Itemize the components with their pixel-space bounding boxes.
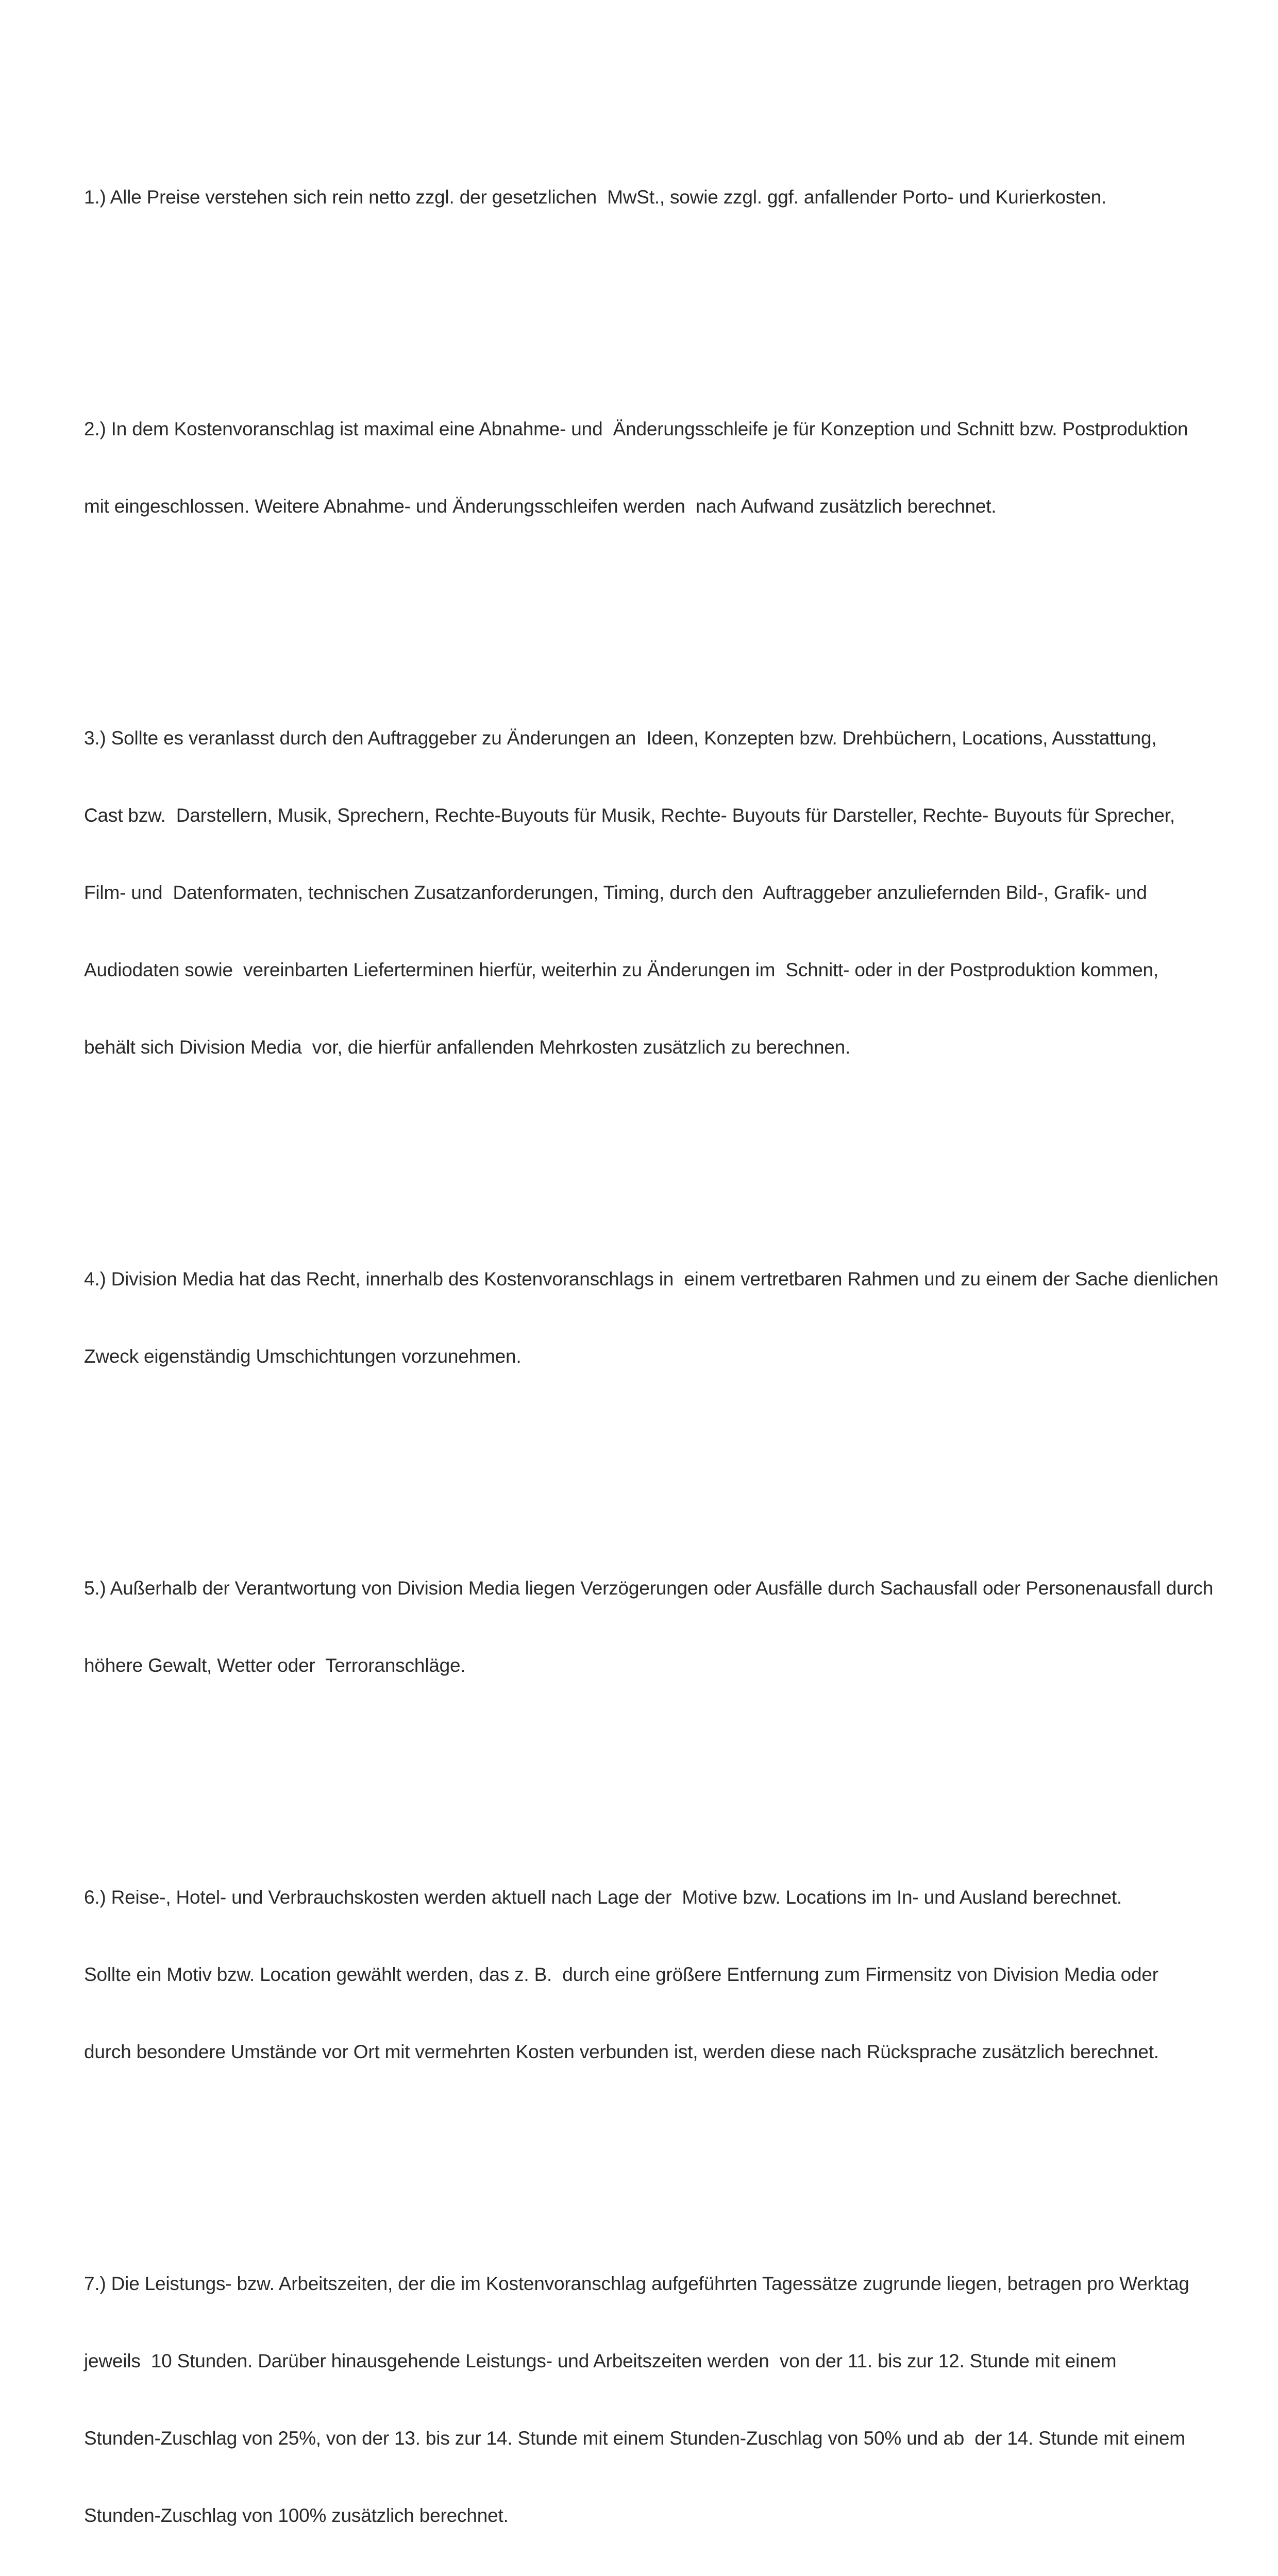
clause-3 — [84, 674, 1269, 1112]
clause-line: 2.) In dem Kostenvoranschlag ist maximal eine Abnahme- und Änderungsschleife je für Konzeption und Schnitt bzw. Postproduktion — [84, 418, 1188, 439]
clause-line: jeweils 10 Stunden. Darüber hinausgehende Leistungs- und Arbeitszeiten werden von der 11. bis zur 12. Stunde mit einem — [84, 2350, 1117, 2371]
clause-line: mit eingeschlossen. Weitere Abnahme- und Änderungsschleifen werden nach Aufwand zusätzlich berechnet. — [84, 496, 997, 517]
clause-line: 1.) Alle Preise verstehen sich rein netto zzgl. der gesetzlichen MwSt., sowie zzgl. ggf. anfallender Porto- und Kurierkosten. — [84, 187, 1107, 208]
clause-2 — [84, 365, 1269, 571]
clause-line: 6.) Reise-, Hotel- und Verbrauchskosten werden aktuell nach Lage der Motive bzw. Locations im In- und Ausland berechnet. — [84, 1887, 1122, 1908]
clause-6 — [84, 1833, 1269, 2116]
clause-line: behält sich Division Media vor, die hierfür anfallenden Mehrkosten zusätzlich zu berechnen. — [84, 1037, 851, 1058]
clause-line: Cast bzw. Darstellern, Musik, Sprechern, Rechte-Buyouts für Musik, Rechte- Buyouts für Darsteller, Rechte- Buyouts für Sprecher, — [84, 805, 1175, 826]
clause-1 — [84, 133, 1269, 262]
terms-list — [84, 56, 1269, 2576]
clause-line: 3.) Sollte es veranlasst durch den Auftraggeber zu Änderungen an Ideen, Konzepten bzw. Drehbüchern, Locations, Ausstattung, — [84, 727, 1157, 749]
clause-7 — [84, 2219, 1269, 2576]
clause-line: höhere Gewalt, Wetter oder Terroranschläge. — [84, 1655, 466, 1676]
clause-line: 5.) Außerhalb der Verantwortung von Division Media liegen Verzögerungen oder Ausfälle durch Sachausfall oder Personenausfall durch — [84, 1578, 1214, 1599]
clause-line: Film- und Datenformaten, technischen Zusatzanforderungen, Timing, durch den Auftraggeber anzuliefernden Bild-, Grafik- und — [84, 882, 1147, 903]
clause-line: 7.) Die Leistungs- bzw. Arbeitszeiten, der die im Kostenvoranschlag aufgeführten Tagessätze zugrunde liegen, betragen pro Werktag — [84, 2273, 1189, 2294]
clause-4 — [84, 1215, 1269, 1421]
clause-line: Stunden-Zuschlag von 100% zusätzlich berechnet. — [84, 2505, 509, 2526]
clause-line: 4.) Division Media hat das Recht, innerhalb des Kostenvoranschlags in einem vertretbaren Rahmen und zu einem der Sache dienlichen — [84, 1268, 1219, 1290]
clause-line: Audiodaten sowie vereinbarten Lieferterminen hierfür, weiterhin zu Änderungen im Schnitt- oder in der Postproduktion kommen, — [84, 959, 1158, 980]
clause-line: Zweck eigenständig Umschichtungen vorzunehmen. — [84, 1346, 522, 1367]
clause-5 — [84, 1524, 1269, 1730]
clause-line: durch besondere Umstände vor Ort mit vermehrten Kosten verbunden ist, werden diese nach Rücksprache zusätzlich berechnet. — [84, 2041, 1159, 2062]
clause-line: Sollte ein Motiv bzw. Location gewählt werden, das z. B. durch eine größere Entfernung zum Firmensitz von Division Media oder — [84, 1964, 1158, 1985]
clause-line: Stunden-Zuschlag von 25%, von der 13. bis zur 14. Stunde mit einem Stunden-Zuschlag von 50% und ab der 14. Stunde mit einem — [84, 2428, 1185, 2449]
